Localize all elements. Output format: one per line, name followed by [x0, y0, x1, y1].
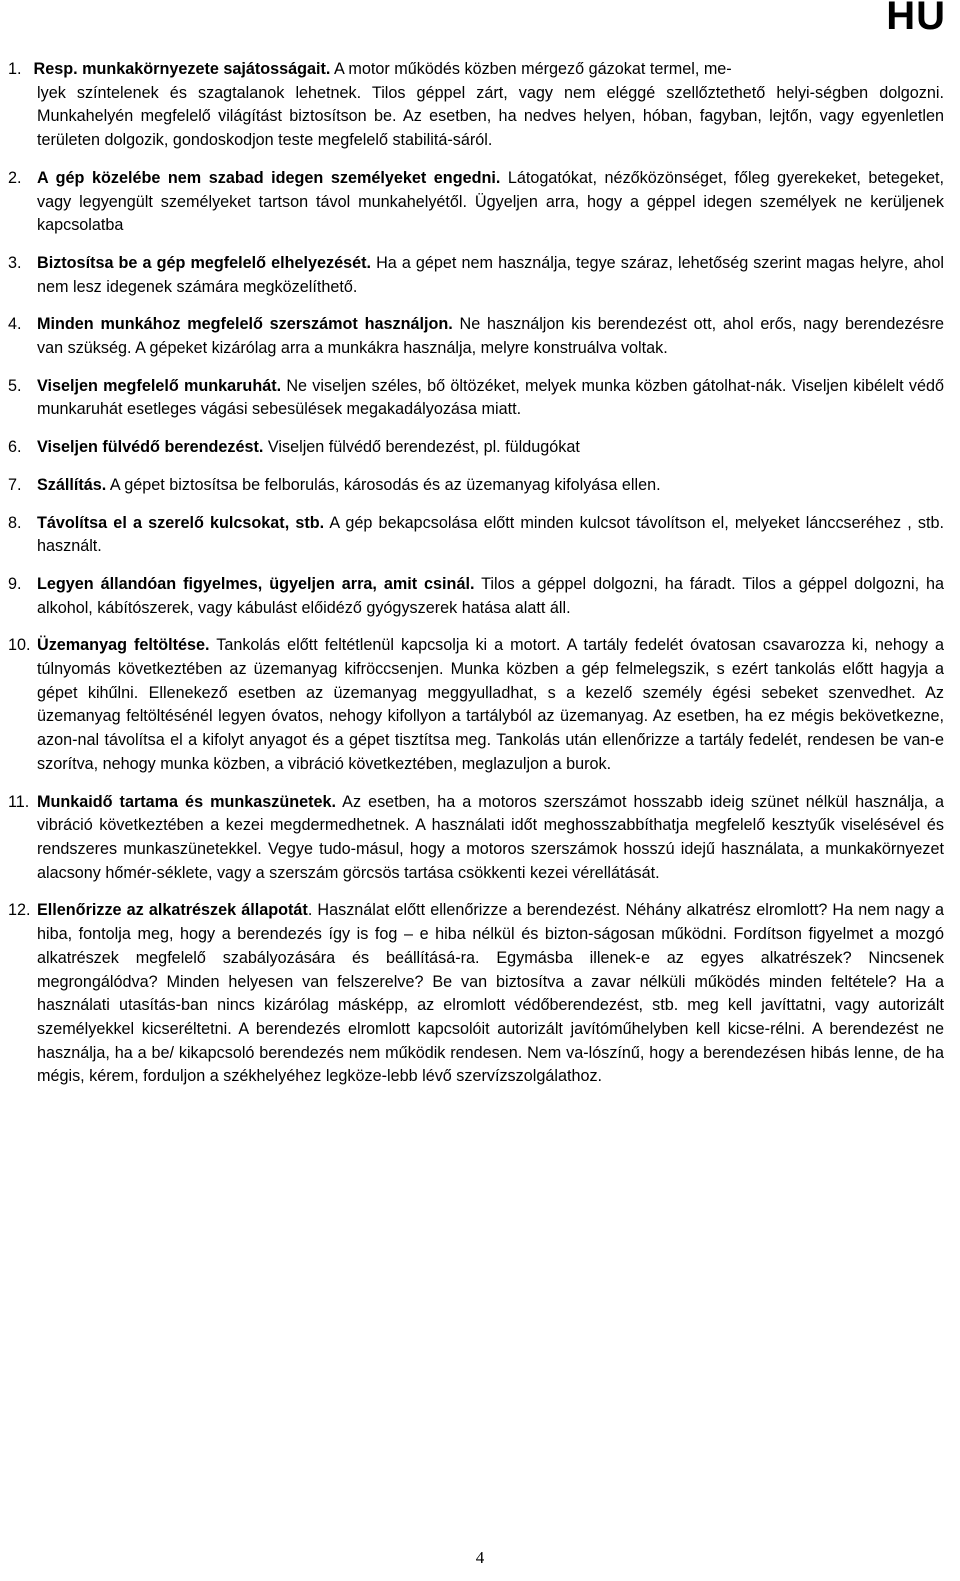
list-item-text: Az esetben, ha a motoros szerszámot hosszabb ideig szünet nélkül használja, a vibráció következtében a kezei megdermedhetnek. A használati időt meghosszabbíthatja megfelelő kesztyűk viselésével és rendszeres munkaszünetekkel. Vegye tudo-másul, hogy a motoros szerszámok hosszú idejű használata, a munkakörnyezet alacsony hőmér-séklete, vagy a szerszám görcsös tartása csökkenti kezei vérellátását. [37, 792, 944, 882]
list-item-text: Viseljen fülvédő berendezést, pl. füldugókat [263, 438, 580, 457]
list-item-text: A gépet biztosítsa be felborulás, károsodás és az üzemanyag kifolyása ellen. [106, 475, 661, 494]
list-item-number: 8. [8, 513, 22, 532]
list-item-number: 7. [8, 475, 22, 494]
list-item-number: 11. [8, 792, 30, 811]
list-item-text: A gép bekapcsolása előtt minden kulcsot távolítson el, melyeket lánccseréhez , stb. használt. [37, 513, 945, 556]
language-code: HU [886, 0, 946, 38]
list-item-text: Ne viseljen széles, bő öltözéket, melyek munka közben gátolhat-nák. Viseljen kibélelt védő munkaruhát esetleges vágási sebesülések megakadályozása miatt. [37, 376, 945, 419]
list-item-title: Távolítsa el a szerelő kulcsokat, stb. [37, 513, 325, 532]
list-item [0, 436, 944, 460]
list-item-text: Ha a gépet nem használja, tegye száraz, lehetőség szerint magas helyre, ahol nem lesz idegenek számára megközelíthető. [37, 253, 944, 296]
list-item-title: Munkaidő tartama és munkaszünetek. [37, 792, 337, 811]
list-item-title: Resp. munkakörnyezete sajátosságait. [33, 60, 331, 78]
list-item-number: 5. [8, 376, 22, 395]
list-item [0, 313, 944, 360]
list-item-title: A gép közelébe nem szabad idegen személyeket engedni. [37, 168, 501, 187]
list-item-number: 9. [8, 574, 22, 593]
list-item-text: . Használat előtt ellenőrizze a berendezést. Néhány alkatrész elromlott? Ha nem nagy a hiba, fontolja meg, hogy a berendezés így is fog – e hiba nélkül és bizton-ságosan működni. Fordítson figyelmet a mozgó alkatrészek megfelelő szabályozására és beállításá-ra. Egymásba illenek-e az egyes alkatrészek? Nincsenek megrongálódva? Minden helyesen van felszerelve? Be van biztosítva a zavar nélküli működés minden feltétele? Ha a használati utasítás-ban nincs kizárólag másképp, az elromlott védőberendezést, stb. meg kell javíttatni, vagy autorizált személyekkel kicseréltetni. A berendezés elromlott kapcsolóit autorizált javítóműhelyben kell kicse-rélni. A berendezést ne használja, ha a be/ kikapcsoló berendezés nem működik rendesen. Nem va-lószínű, hogy a berendezésen hibás lenne, de ha mégis, kérem, forduljon a székhelyéhez legköze-lebb lévő szervízszolgálathoz. [37, 901, 945, 1086]
list-item-text: Tilos a géppel dolgozni, ha fáradt. Tilos a géppel dolgozni, ha alkohol, kábítószerek, vagy kábulást előidéző gyógyszerek hatása alatt áll. [37, 574, 945, 617]
list-item [0, 512, 944, 559]
list-item-text: Látogatókat, nézőközönséget, főleg gyerekeket, betegeket, vagy legyengült személyeket tartson távol munkahelyétől. Ügyeljen arra, hogy a géppel idegen személyek ne kerüljenek kapcsolatba [37, 168, 944, 235]
list-item [0, 634, 944, 776]
list-item-number: 6. [8, 438, 22, 457]
list-item-text: A motor működés közben mérgező gázokat termel, me- [330, 60, 732, 78]
list-item [0, 58, 944, 153]
list-item-number: 10. [8, 636, 31, 655]
list-item-number: 12. [8, 901, 31, 920]
list-item-number: 3. [8, 253, 22, 272]
list-item-text: Tankolás előtt feltétlenül kapcsolja ki a motort. A tartály fedelét óvatosan csavarozza ki, nehogy a túlnyomás következtében az üzemanyag kifröccsenjen. Munka közben a gép felmelegszik, s ezért tankolás előtt hagyja a gépet kihűlni. Ellenekező esetben az üzemanyag meggyulladhat, s a kezelő személy égési sebeket szenvedhet. Az üzemanyag feltöltésénél legyen óvatos, nehogy kifollyon a tartályból az üzemanyag. Az esetben, ha ez mégis bekövetkezne, azon-nal távolítsa el a kifolyt anyagot és a gépet tisztítsa meg. Tankolás után ellenőrizze a tartály fedelét, rendesen be van-e szorítva, nehogy munka közben, a vibráció következtében, meglazuljon a burok. [37, 636, 944, 773]
list-item-title: Legyen állandóan figyelmes, ügyeljen arra, amit csinál. [37, 574, 475, 593]
list-item [0, 899, 944, 1089]
list-item-number: 1. [8, 60, 22, 78]
list-item-title: Üzemanyag feltöltése. [37, 636, 210, 655]
page-number: 4 [475, 1548, 485, 1567]
list-item-title: Biztosítsa be a gép megfelelő elhelyezését. [37, 253, 371, 272]
safety-instructions-list [0, 58, 944, 1103]
list-item-number: 2. [8, 168, 22, 187]
list-item-text-continued: lyek színtelenek és szagtalanok lehetnek. Tilos géppel zárt, vagy nem eléggé szellőztethető helyi-ségben dolgozni. Munkahelyén megfelelő világítást biztosítson be. Az esetben, ha nedves helyen, hóban, fagyban, lejtőn, vagy egyenletlen területen dolgozik, gondoskodjon teste megfelelő stabilitá-sáról. [37, 83, 944, 150]
list-item [0, 791, 944, 886]
list-item-title: Viseljen megfelelő munkaruhát. [37, 376, 282, 395]
list-item [0, 252, 944, 299]
list-item-title: Minden munkához megfelelő szerszámot használjon. [37, 315, 453, 334]
list-item-text: Ne használjon kis berendezést ott, ahol erős, nagy berendezésre van szükség. A gépeket kizárólag arra a munkákra használja, melyre konstruálva voltak. [37, 315, 944, 358]
list-item-title: Ellenőrizze az alkatrészek állapotát [37, 901, 308, 920]
list-item [0, 474, 944, 498]
list-item [0, 375, 944, 422]
list-item [0, 167, 944, 238]
list-item-number: 4. [8, 315, 22, 334]
list-item-firstline [0, 58, 944, 82]
list-item [0, 573, 944, 620]
list-item-title: Szállítás. [37, 475, 107, 494]
list-item-title: Viseljen fülvédő berendezést. [37, 438, 264, 457]
